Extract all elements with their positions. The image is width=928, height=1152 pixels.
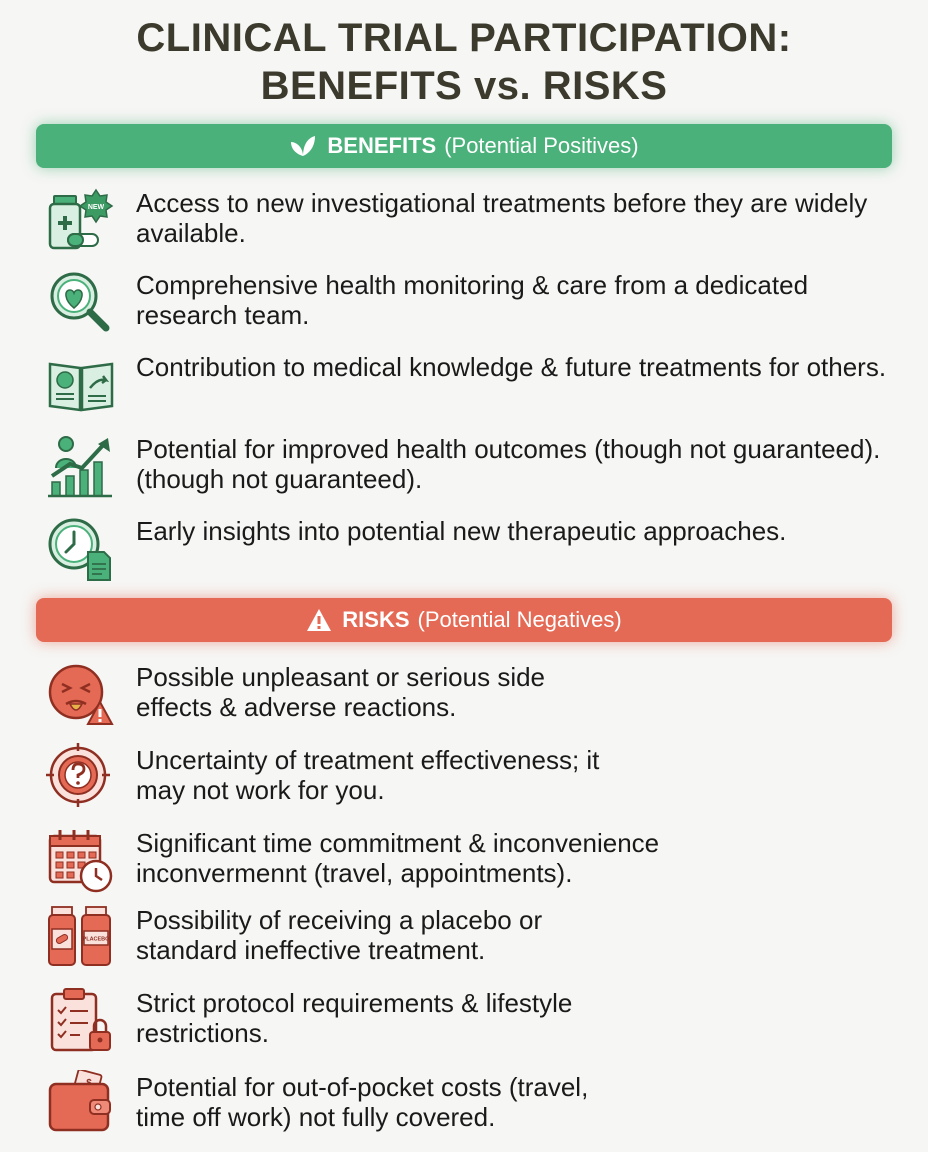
- calendar-clock-icon: [46, 826, 116, 896]
- benefit-text: Early insights into potential new therapeutic approaches.: [136, 516, 787, 546]
- new-badge-text: NEW: [87, 204, 105, 211]
- warning-icon: [306, 608, 332, 632]
- benefit-text: Contribution to medical knowledge & future treatments for others.: [136, 352, 887, 382]
- risk-text: Significant time commitment & inconvenience inconvermennt (travel, appointments).: [136, 828, 660, 888]
- leaf-icon: [289, 134, 317, 158]
- risks-banner: [36, 598, 892, 642]
- risk-text: Possibility of receiving a placebo or standard ineffective treatment.: [136, 905, 543, 965]
- medicine-bottle-icon: [46, 186, 116, 256]
- benefit-text: Potential for improved health outcomes (though not guaranteed). (though not guaranteed).: [136, 434, 881, 494]
- risks-subheading: (Potential Negatives): [417, 607, 622, 632]
- benefits-banner: [36, 124, 892, 168]
- benefit-item: [46, 514, 916, 584]
- benefit-item: [46, 350, 916, 420]
- risk-text: Strict protocol requirements & lifestyle restrictions.: [136, 988, 573, 1048]
- risk-text: Uncertainty of treatment effectiveness; it may not work for you.: [136, 745, 600, 805]
- clipboard-lock-icon: [46, 986, 116, 1056]
- page-title: [0, 14, 928, 110]
- risk-text: Potential for out-of-pocket costs (travel, time off work) not fully covered.: [136, 1072, 589, 1132]
- question-target-icon: [46, 743, 116, 813]
- person-growth-chart-icon: [46, 432, 116, 502]
- risk-item: [46, 903, 916, 973]
- benefits-subheading: (Potential Positives): [444, 133, 639, 158]
- benefit-item: [46, 268, 916, 338]
- risk-text: Possible unpleasant or serious side effects & adverse reactions.: [136, 662, 546, 722]
- risk-item: [46, 986, 916, 1056]
- title-line-2: BENEFITS vs. RISKS: [260, 64, 668, 108]
- risks-heading: RISKS: [342, 607, 410, 632]
- sick-face-warning-icon: [46, 660, 116, 730]
- risk-item: [46, 660, 916, 730]
- benefit-text: Comprehensive health monitoring & care from a dedicated research team.: [136, 270, 809, 330]
- title-line-1: CLINICAL TRIAL PARTICIPATION:: [136, 16, 792, 60]
- risk-item: [46, 1070, 916, 1140]
- risk-item: [46, 826, 916, 896]
- benefit-item: [46, 186, 916, 256]
- clock-document-icon: [46, 514, 116, 584]
- benefit-item: [46, 432, 916, 502]
- placebo-label-text: PLACEBO: [82, 936, 110, 943]
- placebo-bottles-icon: [46, 903, 116, 973]
- benefit-text: Access to new investigational treatments before they are widely available.: [136, 188, 868, 248]
- open-book-icon: [46, 350, 116, 420]
- magnifier-heart-icon: [46, 268, 116, 338]
- wallet-icon: [46, 1070, 116, 1140]
- benefits-heading: BENEFITS: [327, 133, 437, 158]
- risk-item: [46, 743, 916, 813]
